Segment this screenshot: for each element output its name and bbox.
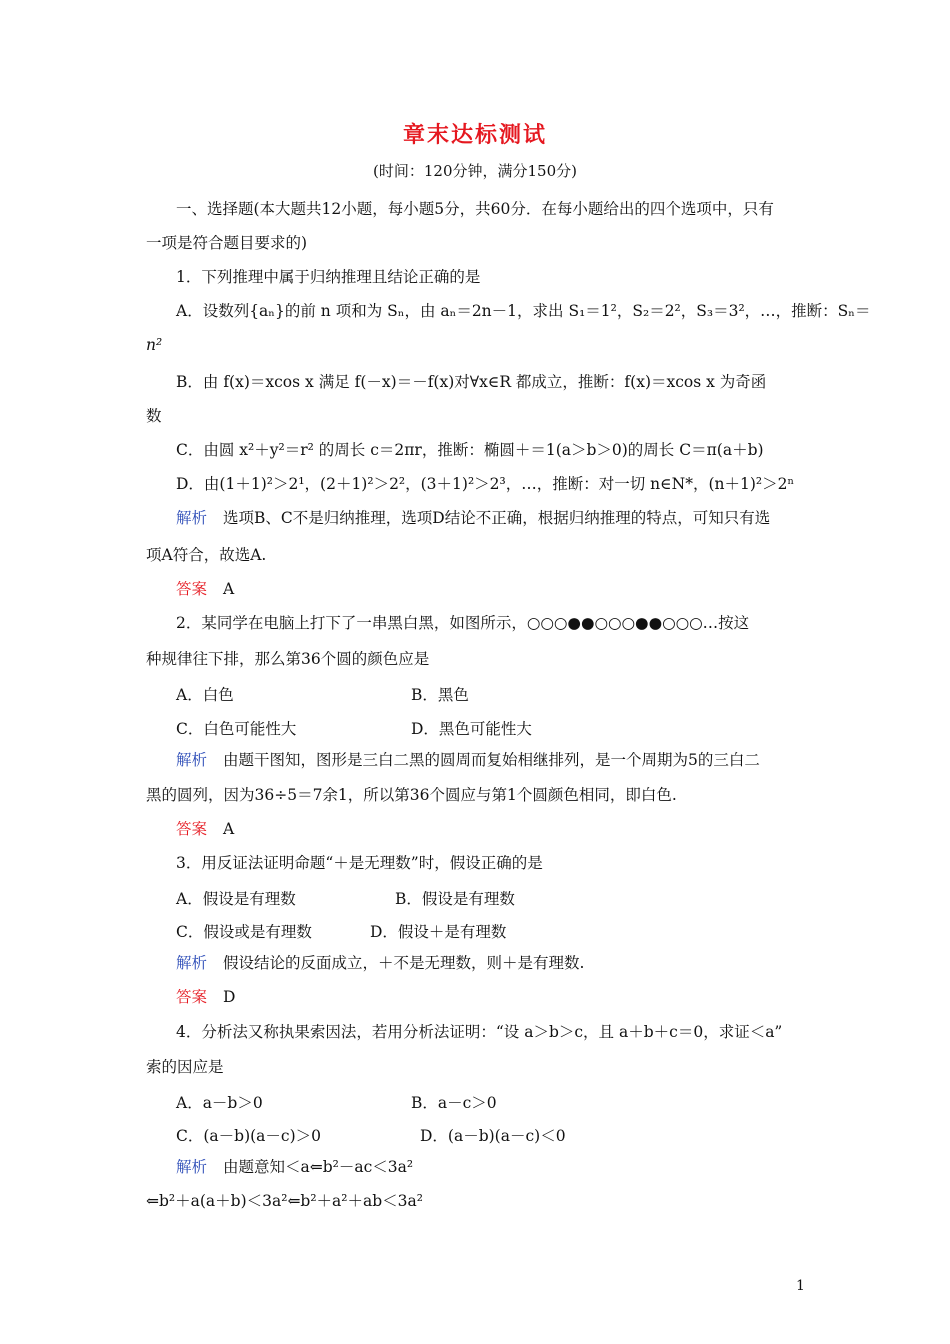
q3-option-d: D．假设＋是有理数 [370, 923, 507, 941]
page-title: 章末达标测试 [402, 122, 547, 148]
answer-label: 答案 [176, 988, 208, 1006]
q3-option-b: B．假设是有理数 [395, 890, 515, 908]
q2-option-d: D．黑色可能性大 [411, 720, 532, 738]
q2-answer-value: A [223, 820, 235, 838]
q4-option-d: D．(a－b)(a－c)＜0 [420, 1127, 566, 1145]
q4-option-b: B．a－c＞0 [411, 1094, 497, 1112]
q4-analysis-line1 [176, 1157, 413, 1177]
q3-answer-value: D [223, 988, 236, 1006]
q4-analysis-text: 由题意知＜a⇐b²－ac＜3a² [223, 1158, 414, 1176]
q2-option-b: B．黑色 [411, 686, 469, 704]
section-intro-line1: 一、选择题(本大题共12小题，每小题5分，共60分．在每小题给出的四个选项中，只有 [176, 200, 774, 218]
q3-analysis [176, 953, 584, 973]
q4-stem-line1: 4．分析法又称执果索因法，若用分析法证明：“设 a＞b＞c，且 a＋b＋c＝0，求证＜a” [176, 1023, 783, 1041]
page-subtitle: (时间：120分钟，满分150分) [373, 162, 577, 180]
q4-option-a: A．a－b＞0 [176, 1094, 263, 1112]
q3-stem: 3．用反证法证明命题“＋是无理数”时，假设正确的是 [176, 854, 543, 872]
answer-label: 答案 [176, 580, 208, 598]
q1-stem: 1．下列推理中属于归纳推理且结论正确的是 [176, 268, 481, 286]
q3-option-c: C．假设或是有理数 [176, 923, 312, 941]
q2-stem-line1: 2．某同学在电脑上打下了一串黑白黑，如图所示，○○○●●○○○●●○○○…按这 [176, 614, 750, 632]
q1-option-a-line2: n² [146, 336, 163, 354]
q1-analysis-line1 [176, 508, 770, 528]
q2-analysis-line1 [176, 750, 760, 770]
q1-option-b-line2: 数 [146, 407, 162, 425]
q1-option-c: C．由圆 x²＋y²＝r² 的周长 c＝2πr，推断：椭圆＋＝1(a＞b＞0)的周长 C＝π(a＋b) [176, 441, 764, 459]
q1-analysis-text: 选项B、C不是归纳推理，选项D结论不正确，根据归纳推理的特点，可知只有选 [223, 509, 771, 527]
q3-answer [176, 987, 235, 1007]
q2-analysis-text: 由题干图知，图形是三白二黑的圆周而复始相继排列，是一个周期为5的三白二 [223, 751, 760, 769]
q2-option-c: C．白色可能性大 [176, 720, 297, 738]
answer-label: 答案 [176, 820, 208, 838]
q3-analysis-text: 假设结论的反面成立，＋不是无理数，则＋是有理数. [223, 954, 585, 972]
analysis-label: 解析 [176, 751, 208, 769]
analysis-label: 解析 [176, 1158, 208, 1176]
q4-stem-line2: 索的因应是 [146, 1058, 224, 1076]
q2-answer [176, 819, 234, 839]
q1-option-b-line1: B．由 f(x)＝xcos x 满足 f(－x)＝－f(x)对∀x∈R 都成立，推断：f(x)＝xcos x 为奇函 [176, 373, 767, 391]
analysis-label: 解析 [176, 509, 208, 527]
q1-option-a-line1: A．设数列{aₙ}的前 n 项和为 Sₙ，由 aₙ＝2n－1，求出 S₁＝1²，S₂＝2²，S₃＝3²，…，推断：Sₙ＝ [176, 302, 871, 320]
q1-answer [176, 579, 234, 599]
q3-option-a: A．假设是有理数 [176, 890, 296, 908]
q2-option-a: A．白色 [176, 686, 234, 704]
q2-analysis-line2: 黑的圆列，因为36÷5＝7余1，所以第36个圆应与第1个圆颜色相同，即白色. [146, 786, 677, 804]
section-intro-line2: 一项是符合题目要求的) [146, 234, 308, 252]
q1-answer-value: A [223, 580, 235, 598]
analysis-label: 解析 [176, 954, 208, 972]
q1-analysis-line2: 项A符合，故选A. [146, 546, 267, 564]
q4-analysis-line2: ⇐b²＋a(a＋b)＜3a²⇐b²＋a²＋ab＜3a² [146, 1192, 423, 1210]
q1-option-d: D．由(1＋1)²＞2¹，(2＋1)²＞2²，(3＋1)²＞2³，…，推断：对一切 n∈N*，(n＋1)²＞2ⁿ [176, 475, 795, 493]
q4-option-c: C．(a－b)(a－c)＞0 [176, 1127, 321, 1145]
page-number: 1 [796, 1278, 805, 1294]
q2-stem-line2: 种规律往下排，那么第36个圆的颜色应是 [146, 650, 430, 668]
